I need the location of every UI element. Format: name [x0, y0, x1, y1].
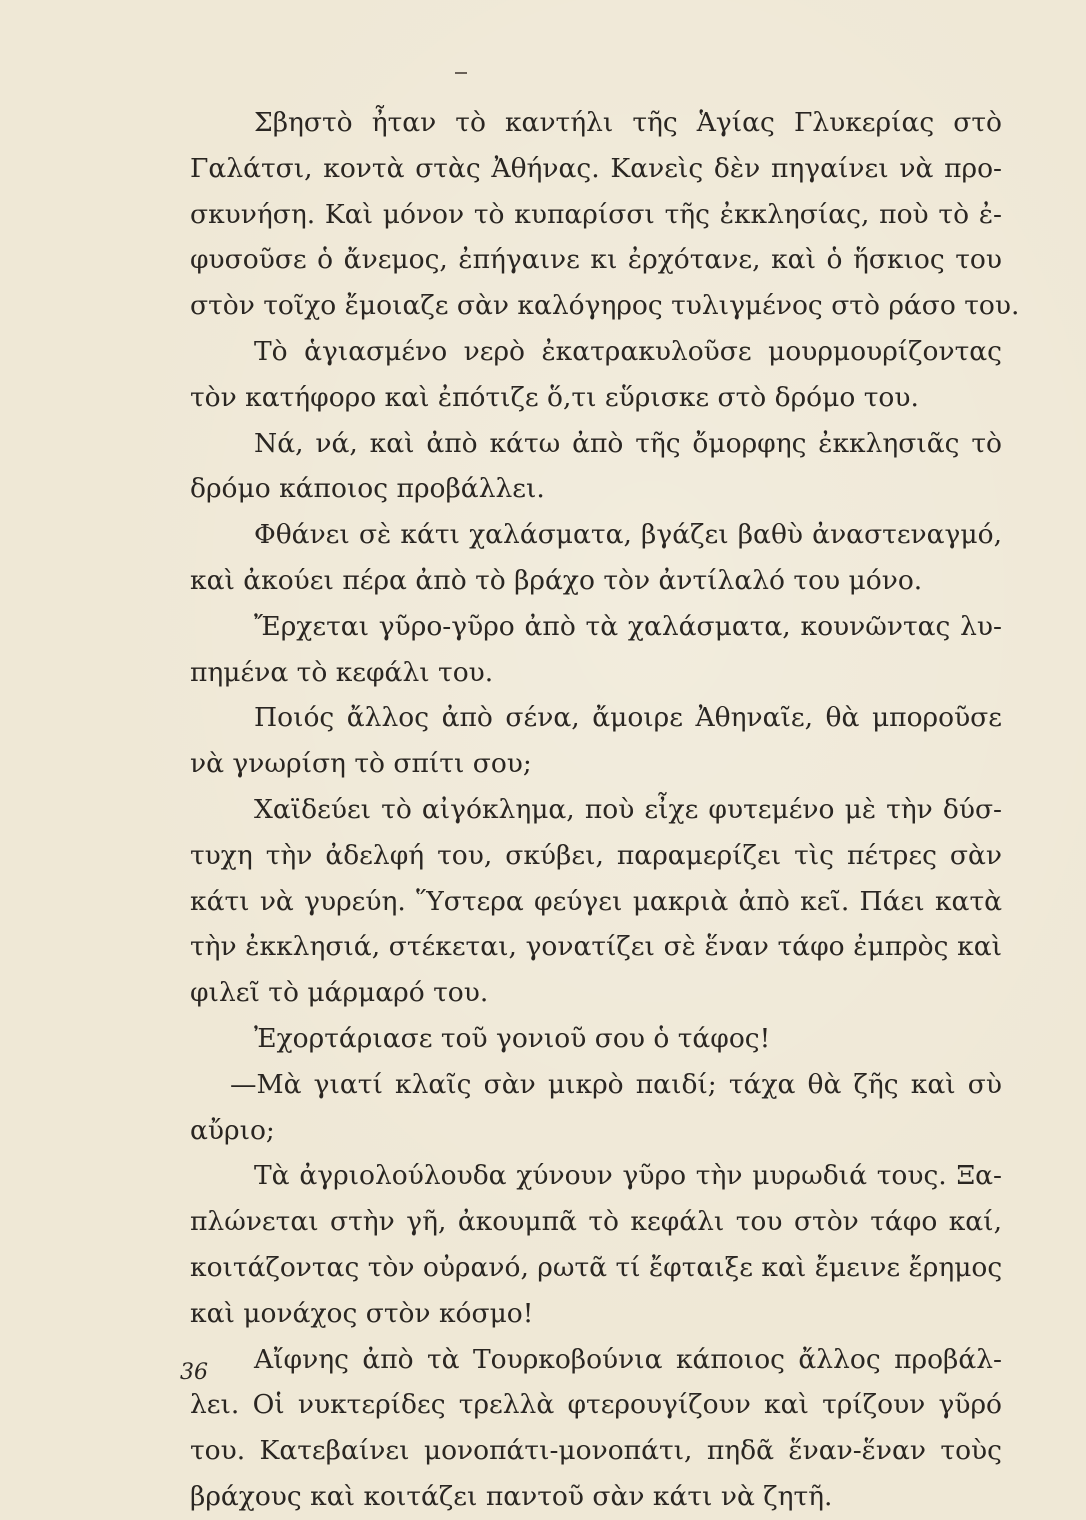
text-line: Χαϊδεύει τὸ αἰγόκλημα, ποὺ εἶχε φυτεμένο μὲ τὴν δύσ- — [254, 793, 1002, 825]
text-line: πλώνεται στὴν γῆ, ἀκουμπᾶ τὸ κεφάλι του στὸν τάφο καί, — [190, 1206, 1002, 1238]
text-line: Τὰ ἀγριολούλουδα χύνουν γῦρο τὴν μυρωδιά τους. Ξα- — [254, 1160, 1002, 1192]
text-line: σκυνήση. Καὶ μόνον τὸ κυπαρίσσι τῆς ἐκκλησίας, ποὺ τὸ ἐ- — [190, 198, 1002, 230]
text-line: φιλεῖ τὸ μάρμαρό του. — [190, 977, 489, 1009]
text-line: τὴν ἐκκλησιά, στέκεται, γονατίζει σὲ ἕναν τάφο ἐμπρὸς καὶ — [190, 931, 1002, 963]
text-line: φυσοῦσε ὁ ἄνεμος, ἐπήγαινε κι ἐρχότανε, καὶ ὁ ἥσκιος του — [190, 244, 1002, 276]
page-number: 36 — [180, 1360, 208, 1385]
text-line: Ἐχορτάριασε τοῦ γονιοῦ σου ὁ τάφος! — [254, 1022, 771, 1054]
text-line: δρόμο κάποιος προβάλλει. — [190, 473, 545, 505]
text-line: στὸν τοῖχο ἔμοιαζε σὰν καλόγηρος τυλιγμένος στὸ ράσο του. — [190, 290, 1020, 322]
text-line: Γαλάτσι, κοντὰ στὰς Ἀθήνας. Κανεὶς δὲν πηγαίνει νὰ προ- — [190, 152, 1002, 184]
text-line: —Μὰ γιατί κλαῖς σὰν μικρὸ παιδί; τάχα θὰ ζῆς καὶ σὺ — [230, 1068, 1002, 1100]
top-dash-mark — [455, 72, 467, 74]
text-line: κάτι νὰ γυρεύη. Ὕστερα φεύγει μακριὰ ἀπὸ κεῖ. Πάει κατὰ — [190, 885, 1002, 917]
text-line: λει. Οἱ νυκτερίδες τρελλὰ φτερουγίζουν καὶ τρίζουν γῦρό — [190, 1389, 1002, 1421]
text-line: Σβηστὸ ἦταν τὸ καντήλι τῆς Ἁγίας Γλυκερίας στὸ — [254, 107, 1002, 138]
text-line: αὔριο; — [190, 1114, 275, 1146]
text-line: Ἔρχεται γῦρο-γῦρο ἀπὸ τὰ χαλάσματα, κουνῶντας λυ- — [254, 610, 1002, 642]
text-line: Αἴφνης ἀπὸ τὰ Τουρκοβούνια κάποιος ἄλλος προβάλ- — [254, 1343, 1002, 1375]
text-line: κοιτάζοντας τὸν οὐρανό, ρωτᾶ τί ἔφταιξε καὶ ἔμεινε ἔρημος — [190, 1251, 1003, 1283]
text-line: καὶ ἀκούει πέρα ἀπὸ τὸ βράχο τὸν ἀντίλαλό του μόνο. — [190, 564, 923, 596]
text-line: βράχους καὶ κοιτάζει παντοῦ σὰν κάτι νὰ ζητῆ. — [190, 1480, 833, 1512]
text-line: του. Κατεβαίνει μονοπάτι-μονοπάτι, πηδᾶ ἕναν-ἕναν τοὺς — [190, 1435, 1002, 1467]
body-text — [190, 100, 1020, 1520]
text-line: Τὸ ἁγιασμένο νερὸ ἐκατρακυλοῦσε μουρμουρίζοντας — [254, 335, 1002, 367]
text-line: καὶ μονάχος στὸν κόσμο! — [190, 1297, 534, 1329]
text-line: πημένα τὸ κεφάλι του. — [190, 656, 494, 688]
text-line: νὰ γνωρίση τὸ σπίτι σου; — [190, 748, 532, 780]
text-line: τὸν κατήφορο καὶ ἐπότιζε ὅ,τι εὕρισκε στὸ δρόμο του. — [190, 381, 919, 413]
text-line: Νά, νά, καὶ ἀπὸ κάτω ἀπὸ τῆς ὄμορφης ἐκκλησιᾶς τὸ — [254, 427, 1002, 459]
text-line: Φθάνει σὲ κάτι χαλάσματα, βγάζει βαθὺ ἀναστεναγμό, — [254, 519, 1002, 551]
text-line: Ποιός ἄλλος ἀπὸ σένα, ἄμοιρε Ἀθηναῖε, θὰ μποροῦσε — [254, 702, 1002, 734]
text-line: τυχη τὴν ἀδελφή του, σκύβει, παραμερίζει τὶς πέτρες σὰν — [190, 839, 1002, 871]
